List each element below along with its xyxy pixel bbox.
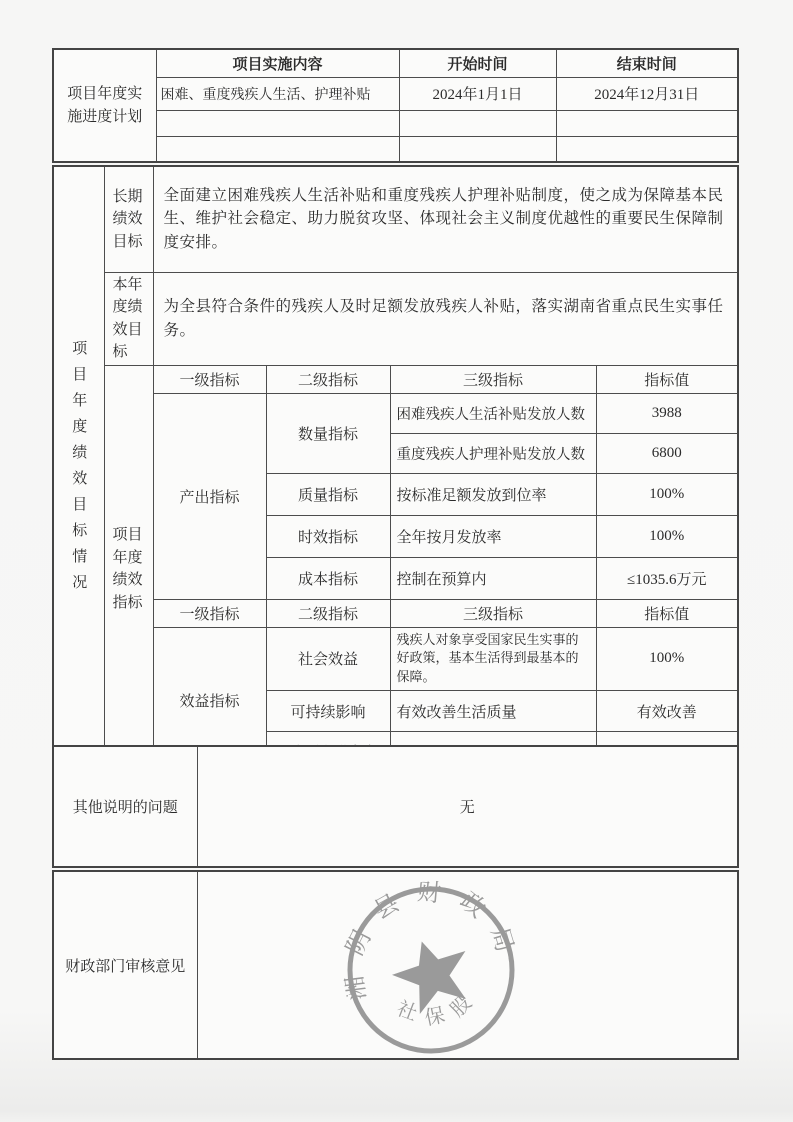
long-term-goal-label-text: 长期绩效目标 bbox=[112, 188, 143, 250]
seal-graphic bbox=[327, 866, 536, 1075]
indicator-header2-value: 指标值 bbox=[596, 599, 738, 627]
performance-table bbox=[52, 165, 739, 775]
schedule-empty-cell bbox=[156, 136, 399, 162]
cost-value: ≤1035.6万元 bbox=[596, 557, 738, 599]
quantity-row1-level3: 困难残疾人生活补贴发放人数 bbox=[390, 393, 596, 433]
other-issues-table bbox=[52, 745, 739, 868]
indicators-label-text: 项目年度绩效指标 bbox=[112, 527, 143, 611]
schedule-empty-cell bbox=[556, 136, 738, 162]
schedule-cell-content: 困难、重度残疾人生活、护理补贴 bbox=[156, 77, 399, 110]
schedule-table bbox=[52, 48, 739, 163]
seal-division-name: 社保股 bbox=[393, 983, 485, 1031]
indicator-header-value: 指标值 bbox=[596, 365, 738, 393]
finance-review-label: 财政部门审核意见 bbox=[53, 871, 197, 1059]
schedule-row-label bbox=[53, 49, 156, 162]
official-seal-stamp bbox=[327, 866, 536, 1075]
quantity-row2-value: 6800 bbox=[596, 433, 738, 473]
other-issues-value: 无 bbox=[197, 746, 738, 867]
timeliness-value: 100% bbox=[596, 515, 738, 557]
indicator-header-level1: 一级指标 bbox=[153, 365, 266, 393]
long-term-goal-text: 全面建立困难残疾人生活补贴和重度残疾人护理补贴制度，使之成为保障基本民生、维护社会稳定、助力脱贫攻坚、体现社会主义制度优越性的重要民生保障制度安排。 bbox=[153, 166, 738, 272]
quality-value: 100% bbox=[596, 473, 738, 515]
cost-level3: 控制在预算内 bbox=[390, 557, 596, 599]
indicator-header2-level3: 三级指标 bbox=[390, 599, 596, 627]
indicators-label bbox=[104, 365, 153, 774]
quantity-row1-value: 3988 bbox=[596, 393, 738, 433]
schedule-header-content: 项目实施内容 bbox=[156, 49, 399, 77]
performance-section-label-text: 项目年度绩效目标情况 bbox=[70, 339, 87, 600]
schedule-empty-cell bbox=[399, 136, 556, 162]
quantity-row2-level3: 重度残疾人护理补贴发放人数 bbox=[390, 433, 596, 473]
quantity-indicator-level2: 数量指标 bbox=[266, 393, 390, 473]
indicator-header-level2: 二级指标 bbox=[266, 365, 390, 393]
schedule-empty-cell bbox=[399, 110, 556, 136]
annual-goal-text: 为全县符合条件的残疾人及时足额发放残疾人补贴，落实湖南省重点民生实事任务。 bbox=[153, 272, 738, 365]
sustainability-level3: 有效改善生活质量 bbox=[390, 691, 596, 732]
long-term-goal-label bbox=[104, 166, 153, 272]
indicator-header2-level1: 一级指标 bbox=[153, 599, 266, 627]
quality-level3: 按标准足额发放到位率 bbox=[390, 473, 596, 515]
sustainability-level2: 可持续影响 bbox=[266, 691, 390, 732]
timeliness-indicator-level2: 时效指标 bbox=[266, 515, 390, 557]
social-benefit-level2: 社会效益 bbox=[266, 627, 390, 691]
schedule-empty-cell bbox=[156, 110, 399, 136]
indicator-header-level3: 三级指标 bbox=[390, 365, 596, 393]
schedule-header-end: 结束时间 bbox=[556, 49, 738, 77]
social-benefit-level3: 残疾人对象享受国家民生实事的好政策，基本生活得到最基本的保障。 bbox=[390, 627, 596, 691]
schedule-row-label-text: 项目年度实施进度计划 bbox=[67, 86, 143, 125]
sustainability-value: 有效改善 bbox=[596, 691, 738, 732]
schedule-cell-start: 2024年1月1日 bbox=[399, 77, 556, 110]
indicator-header2-level2: 二级指标 bbox=[266, 599, 390, 627]
quality-indicator-level2: 质量指标 bbox=[266, 473, 390, 515]
output-indicator-level1: 产出指标 bbox=[153, 393, 266, 599]
annual-goal-label bbox=[104, 272, 153, 365]
social-benefit-value: 100% bbox=[596, 627, 738, 691]
seal-org-name: 湘阴县财政局 bbox=[340, 879, 523, 1002]
annual-goal-label-text: 本年度绩效目标 bbox=[112, 276, 143, 360]
timeliness-level3: 全年按月发放率 bbox=[390, 515, 596, 557]
cost-indicator-level2: 成本指标 bbox=[266, 557, 390, 599]
other-issues-label: 其他说明的问题 bbox=[53, 746, 197, 867]
schedule-empty-cell bbox=[556, 110, 738, 136]
schedule-cell-end: 2024年12月31日 bbox=[556, 77, 738, 110]
schedule-header-start: 开始时间 bbox=[399, 49, 556, 77]
performance-section-label bbox=[53, 166, 104, 774]
benefit-indicator-level1: 效益指标 bbox=[153, 627, 266, 774]
